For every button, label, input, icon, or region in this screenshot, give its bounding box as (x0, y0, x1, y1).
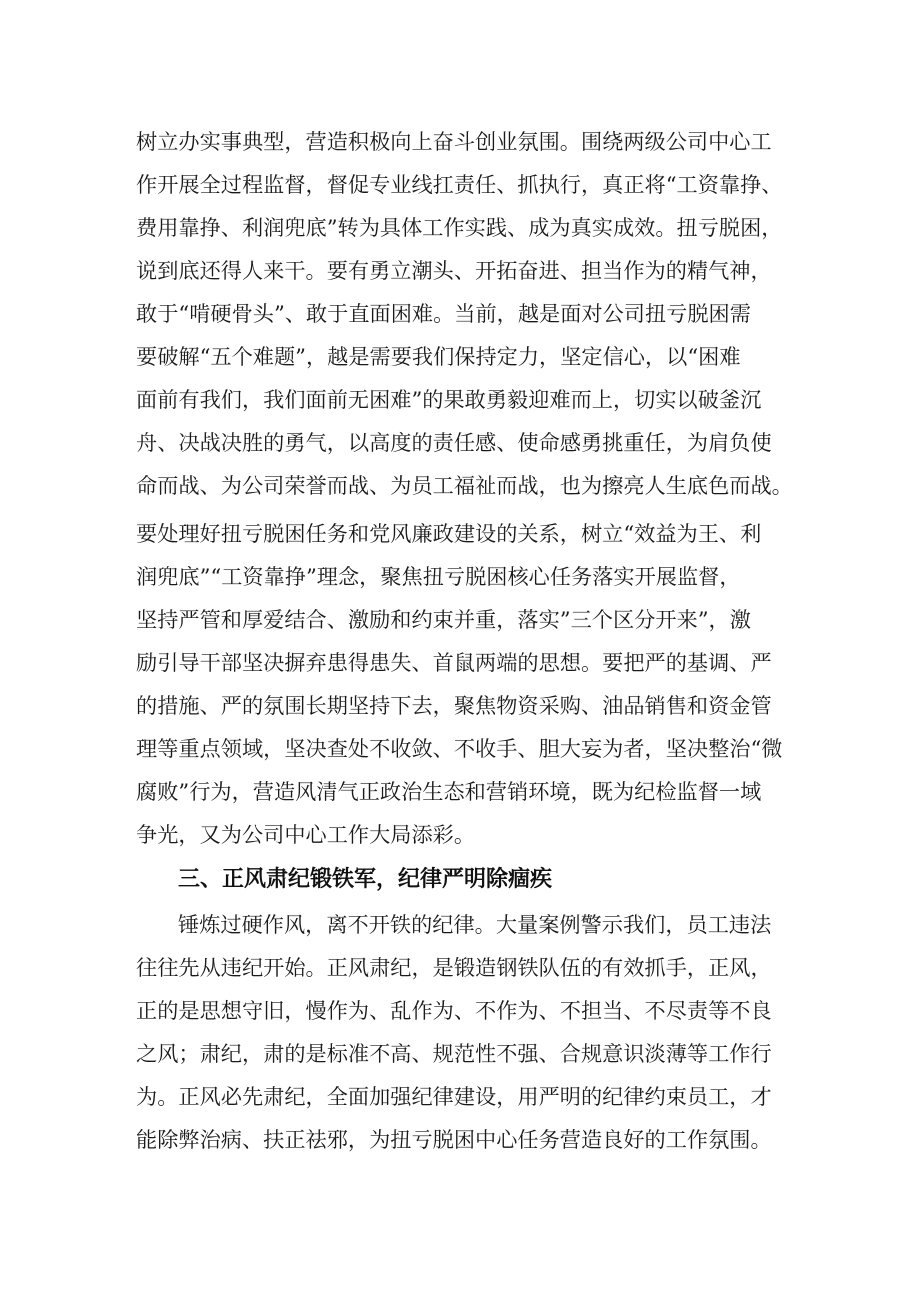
paragraph-line: 要破解“五个难题”，越是需要我们保持定力，坚定信心，以“困难 (136, 344, 741, 369)
section-heading: 三、正风肃纪锻铁军，纪律严明除痼疾 (178, 867, 553, 892)
paragraph-line: 正的是思想守旧，慢作为、乱作为、不作为、不担当、不尽责等不良 (136, 998, 772, 1023)
paragraph-line: 往往先从违纪开始。正风肃纪，是锻造钢铁队伍的有效抓手，正风， (136, 955, 772, 980)
paragraph-line: 舟、决战决胜的勇气，以高度的责任感、使命感勇挑重任，为肩负使 (136, 430, 772, 455)
paragraph-line: 敢于“啃硬骨头”、敢于直面困难。当前，越是面对公司扭亏脱困需 (136, 301, 751, 326)
paragraph-line: 作开展全过程监督，督促专业线扛责任、抓执行，真正将“工资靠挣、 (136, 172, 783, 197)
paragraph-line: 费用靠挣、利润兜底”转为具体工作实践、成为真实成效。扭亏脱困， (136, 215, 783, 240)
paragraph-line: 励引导干部坚决摒弃患得患失、首鼠两端的思想。要把严的基调、严 (136, 650, 772, 675)
paragraph-line: 要处理好扭亏脱困任务和党风廉政建设的关系，树立“效益为王、利 (136, 521, 762, 546)
paragraph-line: 润兜底”“工资靠挣”理念，聚焦扭亏脱困核心任务落实开展监督， (136, 564, 741, 589)
paragraph-line: 坚持严管和厚爱结合、激励和约束并重，落实”三个区分开来”，激 (136, 607, 751, 632)
paragraph-line: 争光，又为公司中心工作大局添彩。 (136, 822, 476, 847)
paragraph-line: 能除弊治病、扶正祛邪，为扭亏脱困中心任务营造良好的工作氛围。 (136, 1127, 772, 1152)
paragraph-line: 命而战、为公司荣誉而战、为员工福祉而战，也为擦亮人生底色而战。 (136, 473, 793, 498)
paragraph-line: 说到底还得人来干。要有勇立潮头、开拓奋进、担当作为的精气神， (136, 258, 772, 283)
paragraph-line: 理等重点领域，坚决查处不收敛、不收手、胆大妄为者，坚决整治“微 (136, 736, 783, 761)
paragraph-line: 腐败”行为，营造风清气正政治生态和营销环境，既为纪检监督一域 (136, 779, 762, 804)
paragraph-line: 面前有我们，我们面前无困难”的果敢勇毅迎难而上，切实以破釜沉 (136, 387, 762, 412)
paragraph-line: 为。正风必先肃纪，全面加强纪律建设，用严明的纪律约束员工，才 (136, 1084, 772, 1109)
paragraph-line: 之风；肃纪，肃的是标准不高、规范性不强、合规意识淡薄等工作行 (136, 1041, 772, 1066)
paragraph-line: 的措施、严的氛围长期坚持下去，聚焦物资采购、油品销售和资金管 (136, 693, 772, 718)
paragraph-line: 锤炼过硬作风，离不开铁的纪律。大量案例警示我们，员工违法 (178, 912, 772, 937)
paragraph-line: 树立办实事典型，营造积极向上奋斗创业氛围。围绕两级公司中心工 (136, 129, 772, 154)
